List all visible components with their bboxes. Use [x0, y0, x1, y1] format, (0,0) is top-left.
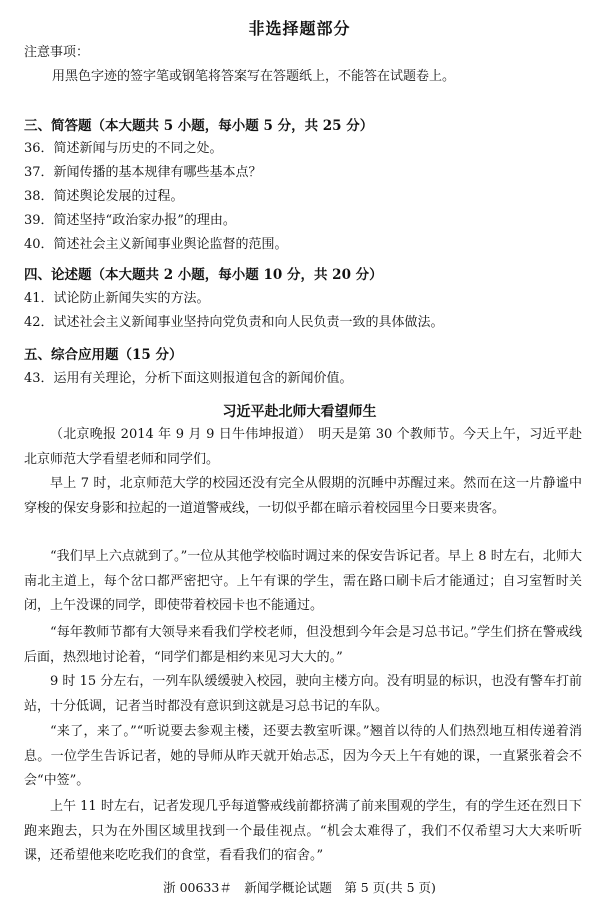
question-40: 40．简述社会主义新闻事业舆论监督的范围。: [24, 237, 288, 252]
page-footer: 浙 00633＃ 新闻学概论试题 第 5 页(共 5 页): [163, 880, 436, 895]
section4-heading: 四、论述题（本大题共 2 小题，每小题 10 分，共 20 分）: [24, 267, 383, 283]
question-37: 37．新闻传播的基本规律有哪些基本点？: [24, 165, 262, 180]
question-41: 41．试论防止新闻失实的方法。: [24, 291, 210, 306]
article-paragraph: “每年教师节都有大领导来看我们学校老师，但没想到今年会是习总书记。”学生们挤在警戒线后面，热烈地讨论着，“同学们都是相约来见习大大的。”: [24, 625, 582, 665]
article-title: 习近平赴北师大看望师生: [222, 404, 377, 420]
question-36: 36．简述新闻与历史的不同之处。: [24, 141, 223, 156]
notice-text: 用黑色字迹的签字笔或钢笔将答案写在答题纸上，不能答在试题卷上。: [52, 69, 456, 84]
section3-heading: 三、简答题（本大题共 5 小题，每小题 5 分，共 25 分）: [24, 118, 374, 134]
question-43: 43．运用有关理论，分析下面这则报道包含的新闻价值。: [24, 371, 353, 386]
article-paragraph: 上午 11 时左右，记者发现几乎每道警戒线前都挤满了前来围观的学生，有的学生还在烈日下跑来跑去，只为在外围区域里找到一个最佳视点。“机会太难得了，我们不仅希望习大大来听听课，还希望他来吃吃我们的食堂，看看我们的宿舍。”: [24, 799, 582, 863]
notice-label: 注意事项：: [24, 45, 90, 60]
question-39: 39．简述坚持“政治家办报”的理由。: [24, 213, 236, 228]
article-paragraph: “来了，来了。”“听说要去参观主楼，还要去教室听课。”翘首以待的人们热烈地互相传递着消息。一位学生告诉记者，她的导师从昨天就开始忐忑，因为今天上午有她的课，一直紧张着会不会“中签”。: [24, 724, 582, 788]
question-42: 42．试述社会主义新闻事业坚持向党负责和向人民负责一致的具体做法。: [24, 315, 444, 330]
article-paragraph: 9 时 15 分左右，一列车队缓缓驶入校园，驶向主楼方向。没有明显的标识，也没有警车打前站，十分低调，记者当时都没有意识到这就是习总书记的车队。: [24, 674, 582, 714]
question-38: 38．简述舆论发展的过程。: [24, 189, 184, 204]
page-title: 非选择题部分: [248, 19, 351, 38]
section5-heading: 五、综合应用题（15 分）: [24, 347, 183, 363]
article-paragraph: “我们早上六点就到了。”一位从其他学校临时调过来的保安告诉记者。早上 8 时左右，北师大南北主道上，每个岔口都严密把守。上午有课的学生，需在路口刷卡后才能通过；自习室暂时关闭，上午没课的同学，即使带着校园卡也不能通过。: [24, 549, 582, 613]
article-paragraph: 早上 7 时，北京师范大学的校园还没有完全从假期的沉睡中苏醒过来。然而在这一片静谧中穿梭的保安身影和拉起的一道道警戒线，一切似乎都在暗示着校园里今日要来贵客。: [24, 476, 582, 516]
article-paragraph: （北京晚报 2014 年 9 月 9 日牛伟坤报道） 明天是第 30 个教师节。今天上午，习近平赴北京师范大学看望老师和同学们。: [24, 427, 582, 467]
